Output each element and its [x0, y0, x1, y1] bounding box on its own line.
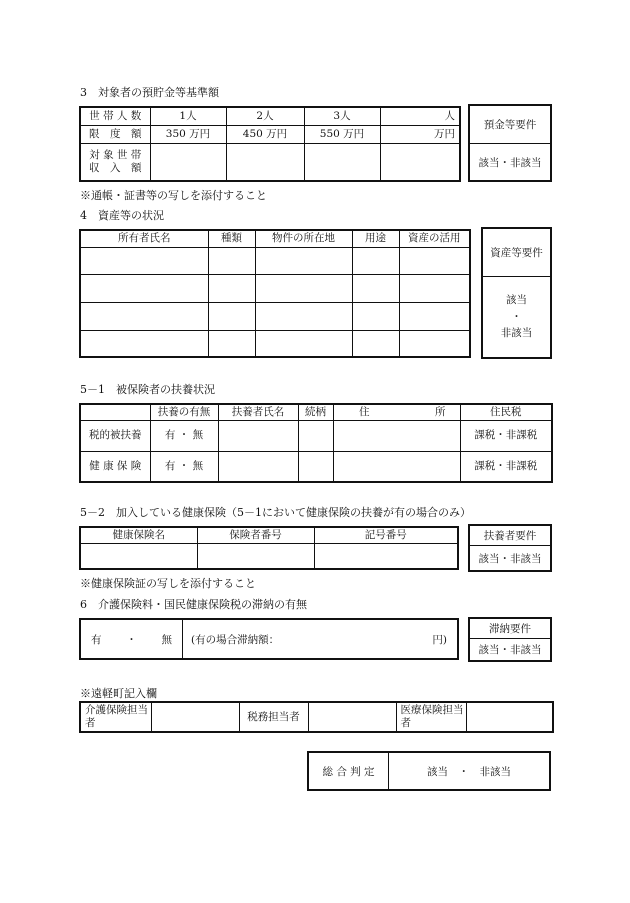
tax-dependent-tax[interactable]: 課税・非課税 [460, 420, 552, 451]
table-row [80, 274, 470, 302]
cell[interactable] [352, 302, 399, 330]
insurer-number-header: 保険者番号 [197, 527, 314, 543]
medical-staff-label: 医療保険担当者 [396, 702, 466, 732]
household-3: 3人 [304, 107, 380, 125]
relation-header: 続柄 [298, 404, 333, 420]
tax-staff-label: 税務担当者 [239, 702, 308, 732]
assets-requirement-box [481, 227, 552, 359]
cell[interactable] [255, 274, 352, 302]
arrears-yes: 有 [91, 633, 102, 646]
limit-1: 350 万円 [150, 125, 226, 143]
cell[interactable] [399, 247, 470, 274]
income-label-line1: 対 象 世 帯 [89, 149, 142, 162]
cell[interactable] [80, 302, 208, 330]
table-row [80, 247, 470, 274]
table-row [80, 543, 458, 569]
income-2-field[interactable] [226, 143, 304, 181]
usage-header: 用途 [352, 230, 399, 247]
cell[interactable] [399, 330, 470, 357]
resident-tax-header: 住民税 [460, 404, 552, 420]
arrears-no: 無 [161, 633, 172, 646]
cell[interactable] [352, 330, 399, 357]
section52-note: ※健康保険証の写しを添付すること [80, 577, 256, 590]
care-staff-label: 介護保険担当者 [80, 702, 151, 732]
medical-staff-field[interactable] [466, 702, 553, 732]
arrears-req-title: 滞納要件 [470, 619, 550, 639]
arrears-req-value[interactable]: 該当・非該当 [478, 644, 542, 656]
arrears-presence[interactable] [81, 620, 183, 658]
household-1: 1人 [150, 107, 226, 125]
arrears-amount-label: (有の場合滞納額： [191, 633, 280, 646]
income-label-line2: 収 入 額 [89, 161, 142, 174]
supporter-requirement-box [468, 524, 552, 572]
presence-header: 扶養の有無 [150, 404, 218, 420]
savings-req-title: 預金等要件 [470, 106, 550, 144]
overall-judgment-box [307, 751, 551, 791]
income-n-field[interactable] [380, 143, 460, 181]
official-table [79, 701, 554, 733]
household-count-label: 世 帯 人 数 [80, 107, 150, 125]
table-row [80, 330, 470, 357]
limit-label: 限 度 額 [80, 125, 150, 143]
savings-requirement-box [468, 104, 552, 182]
savings-req-value[interactable]: 該当・非該当 [478, 156, 542, 169]
limit-2: 450 万円 [226, 125, 304, 143]
cell[interactable] [80, 247, 208, 274]
cell[interactable] [80, 274, 208, 302]
health-insurance-tax[interactable]: 課税・非課税 [460, 451, 552, 482]
insurer-number-field[interactable] [197, 543, 314, 569]
cell[interactable] [333, 451, 460, 482]
health-insurance-table [79, 526, 459, 570]
section51-heading: 5－1 被保険者の扶養状況 [80, 383, 215, 396]
assets-req-value[interactable] [483, 277, 550, 357]
cell[interactable] [255, 330, 352, 357]
assets-table [79, 229, 471, 358]
care-staff-field[interactable] [151, 702, 239, 732]
section4-heading: 4 資産等の状況 [80, 209, 164, 222]
utilization-header: 資産の活用 [399, 230, 470, 247]
arrears-box [79, 618, 459, 660]
cell[interactable] [333, 420, 460, 451]
insurance-name-header: 健康保険名 [80, 527, 197, 543]
location-header: 物件の所在地 [255, 230, 352, 247]
cell[interactable] [208, 274, 255, 302]
supporter-req-value[interactable]: 該当・非該当 [478, 552, 542, 565]
cell[interactable] [255, 302, 352, 330]
assets-req-no: 非該当 [500, 327, 533, 340]
cell[interactable] [399, 302, 470, 330]
official-heading: ※遠軽町記入欄 [80, 687, 157, 700]
overall-judgment-label: 総 合 判 定 [309, 753, 389, 789]
address-header-1: 住 [333, 404, 395, 420]
type-header: 種類 [208, 230, 255, 247]
arrears-amount[interactable] [183, 620, 457, 658]
cell[interactable] [80, 330, 208, 357]
table-row [80, 420, 552, 451]
cell[interactable] [218, 451, 298, 482]
table-row [80, 302, 470, 330]
assets-req-yes: 該当 [506, 293, 527, 306]
tax-staff-field[interactable] [308, 702, 396, 732]
household-n: 人 [380, 107, 460, 125]
dependency-table [79, 403, 553, 483]
income-3-field[interactable] [304, 143, 380, 181]
assets-req-title: 資産等要件 [483, 229, 550, 277]
symbol-number-header: 記号番号 [314, 527, 458, 543]
health-insurance-presence[interactable]: 有 ・ 無 [150, 451, 218, 482]
health-insurance-label: 健 康 保 険 [80, 451, 150, 482]
section6-heading: 6 介護保険料・国民健康保険税の滞納の有無 [80, 598, 307, 611]
section52-heading: 5－2 加入している健康保険（5－1において健康保険の扶養が有の場合のみ） [80, 506, 471, 519]
insurance-name-field[interactable] [80, 543, 197, 569]
arrears-requirement-box [468, 617, 552, 662]
owner-name-header: 所有者氏名 [80, 230, 208, 247]
cell[interactable] [298, 420, 333, 451]
cell[interactable] [255, 247, 352, 274]
address-header-2: 所 [395, 404, 460, 420]
tax-dependent-label: 税的被扶養 [80, 420, 150, 451]
cell[interactable] [298, 451, 333, 482]
arrears-dot: ・ [126, 633, 137, 646]
assets-req-dot: ・ [511, 310, 522, 323]
symbol-number-field[interactable] [314, 543, 458, 569]
cell[interactable] [218, 420, 298, 451]
limit-3: 550 万円 [304, 125, 380, 143]
cell[interactable] [208, 302, 255, 330]
cell[interactable] [208, 247, 255, 274]
savings-standard-table [79, 106, 461, 182]
tax-dependent-presence[interactable]: 有 ・ 無 [150, 420, 218, 451]
income-1-field[interactable] [150, 143, 226, 181]
section3-heading: 3 対象者の預貯金等基準額 [80, 86, 219, 99]
supporter-req-title: 扶養者要件 [470, 526, 550, 546]
cell[interactable] [208, 330, 255, 357]
cell[interactable] [352, 274, 399, 302]
cell[interactable] [399, 274, 470, 302]
cell[interactable] [352, 247, 399, 274]
limit-n: 万円 [380, 125, 460, 143]
blank-header [80, 404, 150, 420]
arrears-amount-unit: 円) [432, 633, 447, 646]
table-row [80, 451, 552, 482]
household-income-label [80, 143, 150, 181]
section3-note: ※通帳・証書等の写しを添付すること [80, 189, 267, 202]
overall-judgment-value[interactable]: 該当 ・ 非該当 [427, 765, 511, 778]
household-2: 2人 [226, 107, 304, 125]
supporter-name-header: 扶養者氏名 [218, 404, 298, 420]
